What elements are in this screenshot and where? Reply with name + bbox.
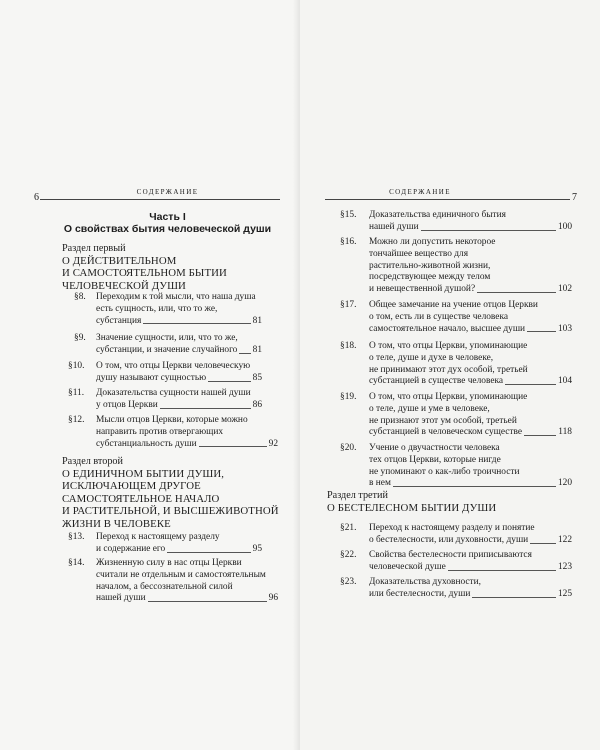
section-label: Раздел третий [327,490,388,501]
right-page: СОДЕРЖАНИЕ 7 §15. Доказательства единичного бытия нашей души 100 §16. Можно ли допустить некоторое тончайшее вещество для растительно-животной жизни, посредствующее между телом и невещественной душой? 102 §17. Общее замечание на учение отцов Церкви о том, есть ли в существе человека самостоятельное начало, высшее души 103 §18. О том, что отцы Церкви, упоминающие о теле, душе и духе в человеке, не принимают этот дух особой, третьей субстанцией в существе человека 104 §19. О том, что отцы Церкви, упоминающие о теле, душе и уме в человеке, не признают этот ум особой, третьей субстанцией в человеческом существе 118 §20. Учение о двучастности человека тех отцов Церкви, которые нигде не упоминают о как-либо троичности в нем 120 Раздел третий О БЕСТЕЛЕСНОМ БЫТИИ ДУШИ §21. Переход к настоящему разделу и понятие о бестелесности, или духовности, души 122 §22. Свойства бестелесности приписываются человеческой душе 123 §23. Доказательства духовности, или бестелесности, души 125 [300,0,600,750]
page-ref: 103 [557,323,572,334]
page-ref: 123 [557,561,572,572]
left-page: 6 СОДЕРЖАНИЕ Часть I О свойствах бытия человеческой души Раздел первый О ДЕЙСТВИТЕЛЬНОМ И САМОСТОЯТЕЛЬНОМ БЫТИИ ЧЕЛОВЕЧЕСКОЙ ДУШИ §8. Переходим к той мысли, что наша душа есть сущность, или, что то же, субстанция 81 §9. Значение сущности, или, что то же, субстанции, и значение случайного 81 §10. О том, что отцы Церкви человеческую душу называют сущностью 85 §11. Доказательства сущности нашей души у отцов Церкви 86 §12. Мысли отцов Церкви, которые можно направить против отвергающих субстанциальность души 92 Раздел второй О ЕДИНИЧНОМ БЫТИИ ДУШИ, ИСКЛЮЧАЮЩЕМ ДРУГОЕ САМОСТОЯТЕЛЬНОЕ НАЧАЛО И РАСТИТЕЛЬНОЙ, И ВЫСШЕЖИВОТНОЙ ЖИЗНИ В ЧЕЛОВЕКЕ §13. Переход к настоящему разделу и содержание его 95 §14. Жизненную силу в нас отцы Церкви считали не отдельным и самостоятельным началом, а бессознательной силой нашей души 96 [0,0,300,750]
page-number: 7 [572,192,577,203]
section-title: О БЕСТЕЛЕСНОМ БЫТИИ ДУШИ [327,502,497,514]
page-ref: 96 [268,593,278,604]
page-ref: 81 [252,344,262,355]
page-ref: 100 [557,221,572,232]
page-ref: 104 [557,376,572,387]
section-title: О ДЕЙСТВИТЕЛЬНОМ И САМОСТОЯТЕЛЬНОМ БЫТИИ ЧЕЛОВЕЧЕСКОЙ ДУШИ [62,255,227,292]
running-header: СОДЕРЖАНИЕ [136,188,199,196]
page-ref: 85 [252,372,262,383]
header-rule [325,199,570,200]
page-ref: 81 [252,315,262,326]
page-ref: 86 [252,399,262,410]
part-heading: Часть I [149,211,186,223]
page-ref: 92 [268,438,278,449]
page-ref: 120 [557,478,572,489]
running-header: СОДЕРЖАНИЕ [389,188,451,196]
section-label: Раздел первый [62,243,126,254]
part-title: О свойствах бытия человеческой души [63,223,272,235]
section-title: О ЕДИНИЧНОМ БЫТИИ ДУШИ, ИСКЛЮЧАЮЩЕМ ДРУГОЕ САМОСТОЯТЕЛЬНОЕ НАЧАЛО И РАСТИТЕЛЬНОЙ, И ВЫСШЕЖИВОТНОЙ ЖИЗНИ В ЧЕЛОВЕКЕ [62,468,279,530]
page-ref: 122 [557,534,572,545]
page-ref: 95 [252,543,262,554]
section-label: Раздел второй [62,456,123,467]
header-rule [40,199,280,200]
page-ref: 102 [557,284,572,295]
page-ref: 118 [558,427,572,438]
page-number: 6 [34,192,39,203]
page-ref: 125 [557,588,572,599]
